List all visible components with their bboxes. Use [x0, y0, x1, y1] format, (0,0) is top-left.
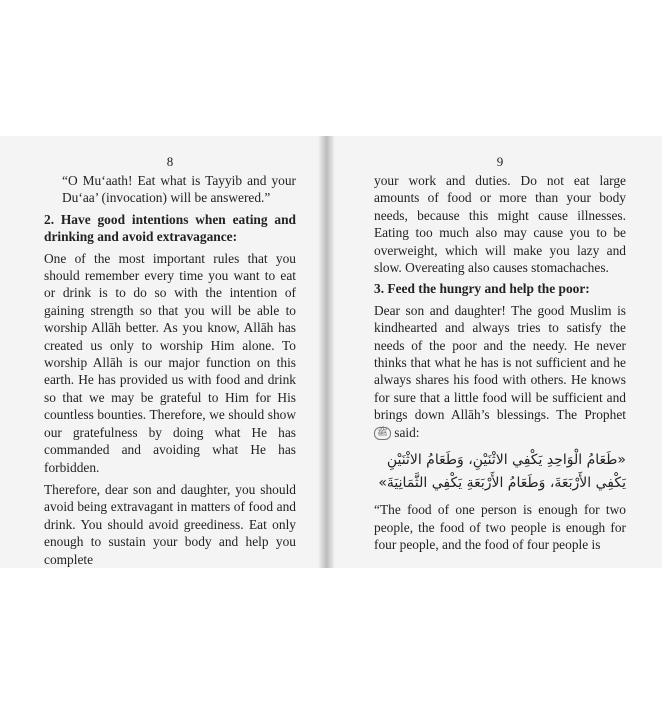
paragraph: Therefore, dear son and daughter, you should avoid being extravagant in matters of food and drink. You should avoid greediness. Eat only enough to sustain your body and help you complete — [44, 481, 296, 567]
section-heading: 3. Feed the hungry and help the poor: — [374, 281, 590, 297]
page-number: 9 — [496, 154, 504, 169]
book-spread — [0, 136, 662, 568]
left-page — [44, 154, 296, 568]
arabic-line: يَكْفِي الأَرْبَعَةَ، وَطَعَامُ الأَرْبَعَةِ يَكْفِي الثَّمَانِيَةَ» — [378, 475, 626, 492]
section-heading: 2. Have good intentions when eating and drinking and avoid extravagance: — [44, 211, 296, 245]
paragraph-text: Dear son and daughter! The good Muslim is kindhearted and always tries to satisfy the needs of the poor and the needy. He never thinks that what he has is not sufficient and he always shares his food with others. He knows for sure that a little food will be sufficient and brings down Allāh’s blessings. The Prophet — [374, 302, 626, 423]
arabic-hadith — [374, 449, 626, 495]
page-number: 8 — [166, 154, 174, 169]
paragraph: your work and duties. Do not eat large amounts of food or more than your body needs, because this might cause illnesses. Eating too much also may cause you to be overweight, which will make you lazy and slow. Overeating also causes stomachaches. — [374, 173, 626, 276]
salutation-icon: ﷺ — [374, 427, 391, 440]
arabic-line: «طَعَامُ الْوَاحِدِ يَكْفِي الاثْنَيْنِ، وَطَعَامُ الاثْنَيْنِ — [386, 452, 626, 469]
paragraph — [374, 302, 626, 441]
right-page — [374, 154, 626, 553]
paragraph: One of the most important rules that you should remember every time you want to eat or drink is to do so with the intention of gaining strength so that you will be able to worship Allāh better. As you know, Allāh has created us only to worship Him alone. To worship Allāh is our major function on this earth. He has provided us with food and drink so that we may be grateful to Him for His countless bounties. Therefore, we should show our gratefulness by doing what He has commanded and avoiding what He has forbidden. — [44, 250, 296, 475]
hadith-quote: “O Mu‘aath! Eat what is Tayyib and your Du‘aa’ (invocation) will be answered.” — [62, 173, 296, 206]
said-text: said: — [394, 424, 420, 440]
book-gutter — [318, 136, 334, 568]
translation-quote: “The food of one person is enough for two people, the food of two people is enough for four people, and the food of four people is — [374, 502, 626, 552]
